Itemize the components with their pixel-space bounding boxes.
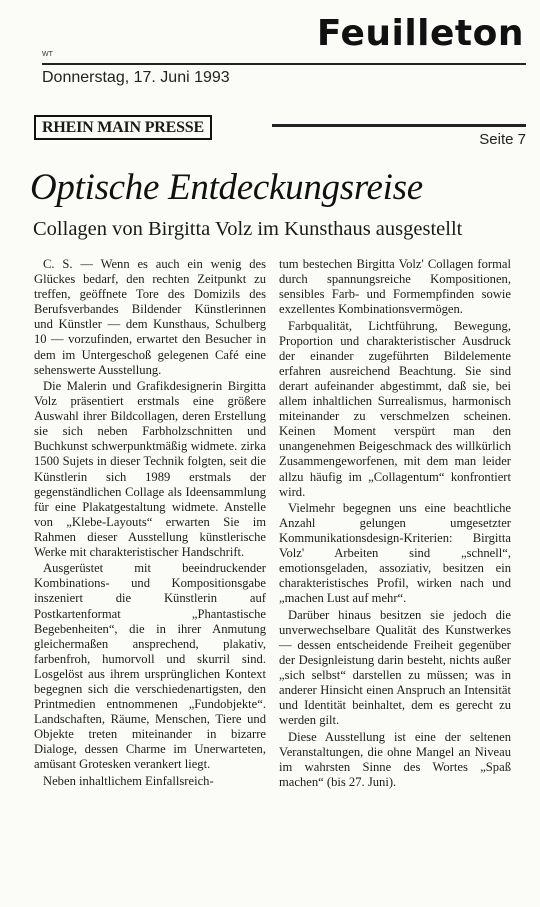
article-headline: Optische Entdeckungsreise bbox=[30, 167, 423, 208]
top-divider bbox=[42, 63, 526, 65]
paragraph: Die Malerin und Grafikdesignerin Birgitta Volz präsentiert erstmals eine größere Auswahl ihrer Bildcollagen, deren Erstellung sie sich neben Farbholzschnitten und Buchkunst schwerpunktmäßig widmete. zirka 1500 Sujets in dieser Technik folgten, seit die Künstlerin sich 1989 erstmals der gegenständlichen Collage als Ideensammlung für eine Plakatgestaltung widmete. Anstelle von „Klebe-Layouts“ erwarten Sie im Rahmen dieser Ausstellung künstlerische Werke mit charakteristischer Handschrift. bbox=[34, 378, 266, 559]
paragraph: Farbqualität, Lichtführung, Bewegung, Proportion und charakteristischer Ausdruck der einander zugeführten Bildelemente erfahren ausreichend Beachtung. Sie sind derart aufeinander abgestimmt, daß sie, bei allem inhaltlichen Surrealismus, harmonisch miteinander zu verschmelzen scheinen. Keinen Moment verspürt man den unangenehmen Beigeschmack des willkürlich Zusammengeworfenen, mit dem man leider allzu häufig im „Collagentum“ konfrontiert wird. bbox=[279, 318, 511, 499]
paragraph: tum bestechen Birgitta Volz' Collagen formal durch spannungsreiche Kompositionen, sensibles Farb- und Formempfinden sowie exzellentes Kombinationsvermögen. bbox=[279, 257, 511, 317]
paragraph: Vielmehr begegnen uns eine beachtliche Anzahl gelungen umgesetzter Kommunikationsdesign-Kriterien: Birgitta Volz' Arbeiten sind „schnell“, emotionsgeladen, assoziativ, besitzen ein charakteristisches Profil, wirken nach und „machen Lust auf mehr“. bbox=[279, 500, 511, 606]
article-subheadline: Collagen von Birgitta Volz im Kunsthaus ausgestellt bbox=[33, 218, 463, 240]
publication-date: Donnerstag, 17. Juni 1993 bbox=[42, 69, 230, 86]
newspaper-masthead: RHEIN MAIN PRESSE bbox=[34, 115, 212, 140]
paragraph: Diese Ausstellung ist eine der seltenen Veranstaltungen, die ohne Mangel an Niveau im wahrsten Sinne des Wortes „Spaß machen“ (bis 27. Juni). bbox=[279, 729, 511, 789]
paragraph: Ausgerüstet mit beeindruckender Kombinations- und Kompositionsgabe inszeniert die Künstlerin auf Postkartenformat „Phantastische Begebenheiten“, die in ihrer Anmutung gleichermaßen ansprechend, plakativ, farbenfroh, humorvoll und skurril sind. Losgelöst aus ihrem ursprünglichen Kontext begegnen sich die verschiedenartigsten, den Printmedien entnommenen „Fundobjekte“. Landschaften, Räume, Menschen, Tiere und Objekte treten miteinander in bizarre Dialoge, dessen Charme im Unerwarteten, amüsant Grotesken verankert liegt. bbox=[34, 561, 266, 772]
section-title: Feuilleton bbox=[316, 13, 524, 54]
source-mark: WT bbox=[42, 51, 53, 58]
page-number: Seite 7 bbox=[479, 131, 526, 148]
paragraph: C. S. — Wenn es auch ein wenig des Glückes bedarf, den rechten Zeitpunkt zu treffen, geöffnete Tore des Domizils des Berufsverbandes Bildender Künstlerinnen und Künstler — dem Kunsthaus, Schulberg 10 — vorzufinden, erwartet den Besucher in dem im Untergeschoß gelegenen Café eine sehenswerte Ausstellung. bbox=[34, 257, 266, 377]
article-column-left bbox=[34, 257, 266, 790]
article-column-right bbox=[279, 257, 511, 791]
paragraph: Darüber hinaus besitzen sie jedoch die unverwechselbare Qualität des Kunstwerkes — dessen entscheidende Freiheit gegenüber der Designleistung darin besteht, nichts außer „sich selbst“ darstellen zu müssen; was in anderer Hinsicht einen Anspruch an Intensität und Identität beinhaltet, dem es gerecht zu werden gilt. bbox=[279, 607, 511, 728]
masthead-divider bbox=[272, 124, 526, 127]
paragraph: Neben inhaltlichem Einfallsreich- bbox=[43, 773, 214, 788]
